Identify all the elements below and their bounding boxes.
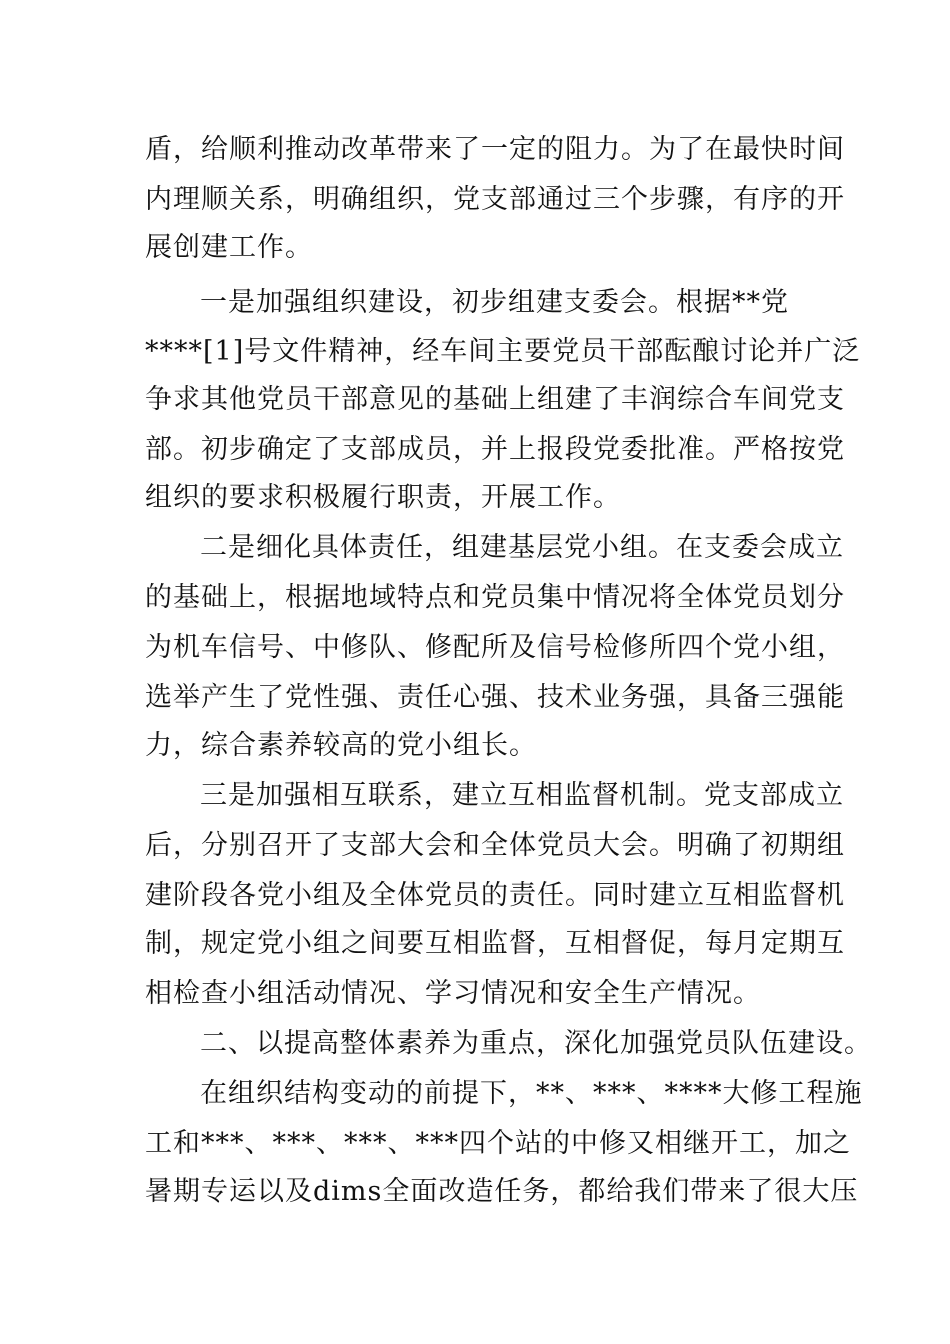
text-line: ****[1]号文件精神，经车间主要党员干部酝酿讨论并广泛 (145, 336, 861, 367)
text-line: 制，规定党小组之间要互相监督，互相督促，每月定期互 (145, 928, 845, 959)
text-line: 盾，给顺利推动改革带来了一定的阻力。为了在最快时间 (145, 134, 845, 165)
paragraph-first-line: 一是加强组织建设，初步组建支委会。根据**党 (200, 287, 789, 318)
text-line: 暑期专运以及dims全面改造任务，都给我们带来了很大压 (145, 1176, 859, 1207)
paragraph-first-line: 二是细化具体责任，组建基层党小组。在支委会成立 (200, 532, 844, 563)
section-heading: 二、以提高整体素养为重点，深化加强党员队伍建设。 (200, 1028, 872, 1059)
text-line: 的基础上，根据地域特点和党员集中情况将全体党员划分 (145, 582, 845, 613)
text-line: 工和***、***、***、***四个站的中修又相继开工，加之 (145, 1128, 851, 1159)
text-line: 力，综合素养较高的党小组长。 (145, 730, 537, 761)
text-line: 内理顺关系，明确组织，党支部通过三个步骤，有序的开 (145, 184, 845, 215)
text-line: 争求其他党员干部意见的基础上组建了丰润综合车间党支 (145, 384, 845, 415)
text-line: 相检查小组活动情况、学习情况和安全生产情况。 (145, 978, 761, 1009)
text-line: 展创建工作。 (145, 232, 313, 263)
text-line: 选举产生了党性强、责任心强、技术业务强，具备三强能 (145, 682, 845, 713)
text-line: 组织的要求积极履行职责，开展工作。 (145, 482, 621, 513)
text-line: 为机车信号、中修队、修配所及信号检修所四个党小组， (145, 632, 845, 663)
text-line: 部。初步确定了支部成员，并上报段党委批准。严格按党 (145, 434, 845, 465)
paragraph-first-line: 在组织结构变动的前提下，**、***、****大修工程施 (200, 1078, 863, 1109)
text-line: 建阶段各党小组及全体党员的责任。同时建立互相监督机 (145, 880, 845, 911)
text-line: 后，分别召开了支部大会和全体党员大会。明确了初期组 (145, 830, 845, 861)
paragraph-first-line: 三是加强相互联系，建立互相监督机制。党支部成立 (200, 780, 844, 811)
